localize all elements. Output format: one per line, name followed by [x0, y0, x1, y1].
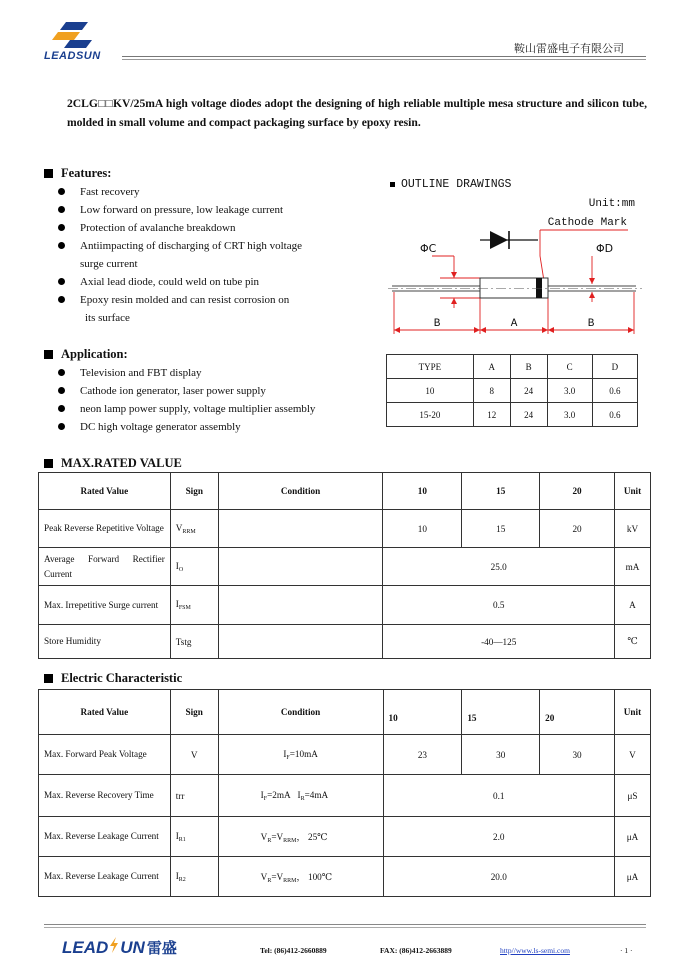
- square-bullet-icon: [44, 350, 53, 359]
- phi-c-label: ΦC: [420, 242, 437, 255]
- table-header-cell: TYPE: [387, 355, 474, 379]
- footer-fax: FAX: (86)412-2663889: [380, 946, 452, 955]
- features-heading: Features:: [44, 166, 111, 181]
- table-cell: 3.0: [547, 403, 592, 427]
- table-cell: $I_F=2mA$ $I_R=4mA$: [218, 775, 383, 817]
- table-cell: 3.0: [547, 379, 592, 403]
- dim-b-left-label: B: [433, 318, 441, 330]
- table-header-cell: 20: [540, 473, 615, 510]
- list-item: Television and FBT display: [56, 364, 315, 382]
- table-row: [387, 403, 638, 427]
- table-cell: Max. Irrepetitive Surge current: [39, 586, 171, 625]
- table-cell: 0.5: [383, 586, 615, 625]
- square-bullet-icon: [44, 674, 53, 683]
- footer-website-link[interactable]: http//www.ls-semi.com: [500, 946, 570, 955]
- electric-table: [38, 689, 651, 897]
- list-item: Protection of avalanche breakdown: [56, 219, 302, 237]
- outline-drawing: [380, 192, 650, 342]
- table-cell: 30: [462, 735, 540, 775]
- table-cell: [218, 586, 383, 625]
- table-header-cell: 15: [462, 690, 540, 735]
- table-row: [39, 735, 651, 775]
- table-header-cell: Rated Value: [39, 473, 171, 510]
- table-cell: μA: [614, 817, 650, 857]
- table-header-row: [39, 690, 651, 735]
- table-cell: 30: [540, 735, 615, 775]
- bullet-icon: [58, 369, 65, 376]
- company-name: 鞍山雷盛电子有限公司: [514, 42, 624, 55]
- table-cell: ℃: [614, 625, 650, 659]
- table-cell: Max. Reverse Recovery Time: [39, 775, 171, 817]
- table-cell: $I_F=10mA$: [218, 735, 383, 775]
- table-row: [387, 379, 638, 403]
- table-cell: 0.6: [592, 379, 637, 403]
- bullet-icon: [58, 242, 65, 249]
- table-row: [39, 625, 651, 659]
- table-cell: 8: [473, 379, 510, 403]
- table-header-cell: 10: [383, 473, 462, 510]
- table-cell: [218, 510, 383, 548]
- table-cell: mA: [614, 548, 650, 586]
- table-cell: 0.6: [592, 403, 637, 427]
- table-header-cell: Sign: [170, 690, 218, 735]
- unit-label: Unit:mm: [588, 198, 635, 210]
- table-row: [39, 510, 651, 548]
- table-cell: 25.0: [383, 548, 615, 586]
- table-cell: Store Humidity: [39, 625, 171, 659]
- table-cell: trr: [170, 775, 218, 817]
- table-cell: Max. Reverse Leakage Current: [39, 817, 171, 857]
- table-cell: $I_{R2}$: [170, 857, 218, 897]
- table-cell: 20.0: [383, 857, 614, 897]
- table-cell: Peak Reverse Repetitive Voltage: [39, 510, 171, 548]
- list-item: Fast recovery: [56, 183, 302, 201]
- outline-drawings-heading: OUTLINE DRAWINGS: [390, 178, 511, 191]
- brand-wordmark: LEADSUN: [44, 50, 101, 62]
- footer-rule: [44, 924, 646, 925]
- table-cell: μS: [614, 775, 650, 817]
- table-cell: Tstg: [170, 625, 218, 659]
- table-row: [39, 775, 651, 817]
- footer-rule: [44, 927, 646, 928]
- table-cell: Max. Forward Peak Voltage: [39, 735, 171, 775]
- table-cell: [218, 625, 383, 659]
- table-header-cell: Rated Value: [39, 690, 171, 735]
- diode-symbol-icon: [480, 231, 538, 249]
- table-header-cell: D: [592, 355, 637, 379]
- lightning-icon: [109, 937, 119, 958]
- table-cell: kV: [614, 510, 650, 548]
- footer-tel: Tel: (86)412-2660889: [260, 946, 327, 955]
- dim-a-label: A: [510, 318, 518, 330]
- cathode-mark-label: Cathode Mark: [547, 217, 627, 229]
- table-header-cell: Condition: [218, 473, 383, 510]
- table-cell: 10: [387, 379, 474, 403]
- list-item: Epoxy resin molded and can resist corrosion on its surface: [56, 291, 302, 327]
- list-item: DC high voltage generator assembly: [56, 418, 315, 436]
- max-rated-heading: MAX.RATED VALUE: [44, 456, 182, 471]
- table-cell: 24: [510, 379, 547, 403]
- page-number: · 1 ·: [620, 946, 633, 955]
- table-row: [39, 817, 651, 857]
- table-header-cell: Unit: [614, 473, 650, 510]
- dimensions-table: [386, 354, 638, 427]
- square-bullet-icon: [390, 182, 395, 187]
- table-cell: 23: [383, 735, 462, 775]
- table-header-row: [387, 355, 638, 379]
- table-cell: 2.0: [383, 817, 614, 857]
- list-item: Cathode ion generator, laser power supply: [56, 382, 315, 400]
- table-cell: $V_R=V_{RRM}$， 25℃: [218, 817, 383, 857]
- table-header-cell: Unit: [614, 690, 650, 735]
- table-cell: $V_{RRM}$: [170, 510, 218, 548]
- table-cell: [218, 548, 383, 586]
- table-header-cell: 20: [540, 690, 615, 735]
- table-row: [39, 857, 651, 897]
- table-header-cell: A: [473, 355, 510, 379]
- bullet-icon: [58, 278, 65, 285]
- bullet-icon: [58, 387, 65, 394]
- table-cell: V: [614, 735, 650, 775]
- table-row: [39, 586, 651, 625]
- table-cell: 15-20: [387, 403, 474, 427]
- features-list: [56, 183, 302, 327]
- header-rule: [122, 59, 646, 60]
- electric-heading: Electric Characteristic: [44, 671, 182, 686]
- application-list: [56, 364, 315, 436]
- table-cell: 0.1: [383, 775, 614, 817]
- list-item: Axial lead diode, could weld on tube pin: [56, 273, 302, 291]
- bullet-icon: [58, 405, 65, 412]
- table-row: [39, 548, 651, 586]
- header-rule: [122, 56, 646, 57]
- table-cell: A: [614, 586, 650, 625]
- footer-logo: LEAD UN 雷盛: [62, 937, 177, 957]
- intro-paragraph: 2CLG□□KV/25mA high voltage diodes adopt the designing of high reliable multiple mesa structure and silicon tube, molded in small volume and compact packaging surface by epoxy resin.: [67, 97, 647, 129]
- table-header-cell: C: [547, 355, 592, 379]
- square-bullet-icon: [44, 169, 53, 178]
- table-cell: Average Forward Rectifier Current: [39, 548, 171, 586]
- table-header-cell: 15: [462, 473, 540, 510]
- table-header-cell: 10: [383, 690, 462, 735]
- table-cell: $I_O$: [170, 548, 218, 586]
- bullet-icon: [58, 224, 65, 231]
- table-header-cell: B: [510, 355, 547, 379]
- table-cell: -40—125: [383, 625, 615, 659]
- list-item: Low forward on pressure, low leakage current: [56, 201, 302, 219]
- table-header-cell: Sign: [170, 473, 218, 510]
- table-cell: 24: [510, 403, 547, 427]
- list-item: Antiimpacting of discharging of CRT high voltage surge current: [56, 237, 302, 273]
- table-cell: 12: [473, 403, 510, 427]
- table-cell: $I_{R1}$: [170, 817, 218, 857]
- table-cell: $V_R=V_{RRM}$， 100℃: [218, 857, 383, 897]
- bullet-icon: [58, 296, 65, 303]
- table-header-cell: Condition: [218, 690, 383, 735]
- square-bullet-icon: [44, 459, 53, 468]
- table-cell: 10: [383, 510, 462, 548]
- max-rated-table: [38, 472, 651, 659]
- phi-d-label: ΦD: [596, 242, 614, 255]
- table-cell: Max. Reverse Leakage Current: [39, 857, 171, 897]
- bullet-icon: [58, 206, 65, 213]
- table-cell: V: [170, 735, 218, 775]
- dim-b-right-label: B: [587, 318, 595, 330]
- table-cell: 15: [462, 510, 540, 548]
- application-heading: Application:: [44, 347, 128, 362]
- table-cell: $I_{FSM}$: [170, 586, 218, 625]
- bullet-icon: [58, 423, 65, 430]
- list-item: neon lamp power supply, voltage multiplier assembly: [56, 400, 315, 418]
- bullet-icon: [58, 188, 65, 195]
- table-cell: 20: [540, 510, 615, 548]
- table-header-row: [39, 473, 651, 510]
- table-cell: μA: [614, 857, 650, 897]
